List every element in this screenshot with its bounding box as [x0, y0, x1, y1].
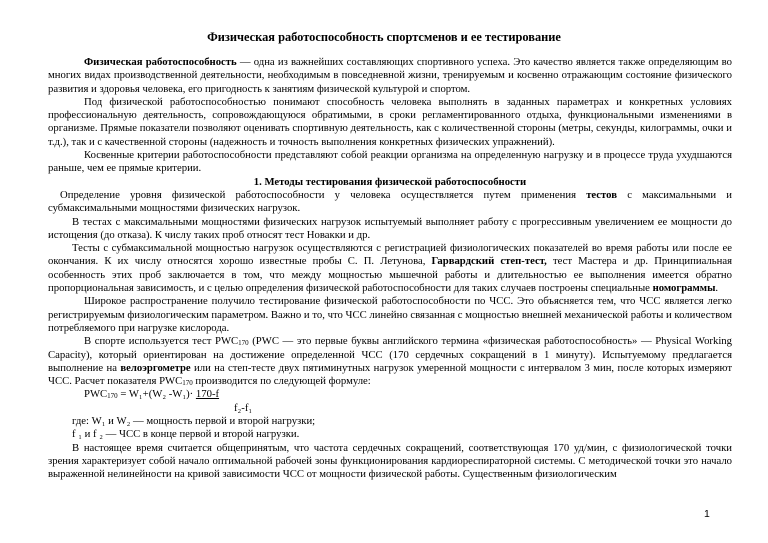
- page-title: Физическая работоспособность спортсменов и ее тестирование: [207, 30, 561, 44]
- document-body: [48, 56, 732, 482]
- paragraph-1: Физическая работоспособность — одна из важнейших составляющих спортивного успеха. Это качество является также определяющим во многих видах производственной деятельности, необходимым в повседневной жизни, тренируемым и косвенно отражающим состояние физического развития и здоровья человека, его пригодность к занятиям физической культурой и спортом.: [48, 56, 732, 95]
- paragraph-6: Тесты с субмаксимальной мощностью нагрузок осуществляются с регистрацией физиологических показателей во время работы или после ее окончания. К их числу относятся хорошо известные пробы С. П. Летунова, Гарвардский степ-тест, тест Мастера и др. Принципиальная особенность этих проб заключается в том, что между мощностью мышечной работы и длительностью ее выполнения имеется обратно пропорциональная зависимость, и с целью определения физической работоспособности для таких случаев построены специальные номограммы.: [48, 242, 732, 295]
- where-line-2: f ₁ и f ₂ — ЧСС в конце первой и второй нагрузки.: [72, 428, 300, 441]
- term-bold: Физическая работоспособность: [84, 56, 237, 68]
- paragraph-2: Под физической работоспособностью понимают способность человека выполнять в заданных параметрах и конкретных условиях профессиональную деятельность, сопровождающуюся обратимыми, в сроки регламентированного отдыха, функциональными изменениями в организме. Прямые показатели позволяют оценивать спортивную деятельность, как с количественной стороны (метры, секунды, килограммы, очки и т.д.), так и с качественной стороны (надежность и точность выполнения конкретных физических упражнений).: [48, 95, 732, 148]
- formula-denominator: f₂-f₁: [234, 401, 253, 414]
- where-line-1: где: W₁ и W₂ — мощность первой и второй нагрузки;: [72, 415, 316, 428]
- formula-numerator: 170-f: [195, 388, 220, 401]
- paragraph-7: Широкое распространение получило тестирование физической работоспособности по ЧСС. Это объясняется тем, что ЧСС является легко регистрируемым физиологическим параметром. Важно и то, что ЧСС линейно связанная с мощностью внешней механической работы и количеством потребляемого при нагрузке кислорода.: [48, 295, 732, 334]
- formula: $PWC_{170} = W_1+(W_2$ -W₁)· 170-f: [84, 388, 220, 401]
- paragraph-4: Определение уровня физической работоспособности у человека осуществляется путем применения тестов с максимальными и субмаксимальными мощностями физических нагрузок.: [48, 188, 732, 215]
- paragraph-8: В спорте используется тест $PWC_{170}$ (PWC — это первые буквы английского термина «физическая работоспособность» — Physical Working Capacity), который ориентирован на достижение определенной ЧСС (170 сердечных сокращений в 1 минуту). Испытуемому предлагается выполнение на велоэргометре или на степ-тесте двух пятиминутных нагрузок умеренной мощности с интервалом 3 мин, после которых измеряют ЧСС. Расчет показателя $PWC_{170}$ производится по следующей формуле:: [48, 335, 732, 388]
- section-heading: 1. Методы тестирования физической работоспособности: [253, 175, 527, 188]
- paragraph-3: Косвенные критерии работоспособности представляют собой реакции организма на определенную нагрузку и в процессе труда ухудшаются раньше, чем ее прямые критерии.: [48, 149, 732, 175]
- page-number: 1: [704, 508, 710, 520]
- paragraph-5: В тестах с максимальными мощностями физических нагрузок испытуемый выполняет работу с прогрессивным увеличением ее мощности до истощения (до отказа). К числу таких проб относят тест Новакки и др.: [48, 215, 732, 241]
- paragraph-9: В настоящее время считается общепринятым, что частота сердечных сокращений, соответствующая 170 уд/мин, с физиологической точки зрения характеризует собой начало оптимальной рабочей зоны функционирования кардиореспираторной системы. С методической точки это начало выраженной нелинейности на кривой зависимости ЧСС от мощности физической работы. Существенным физиологическим: [48, 441, 732, 481]
